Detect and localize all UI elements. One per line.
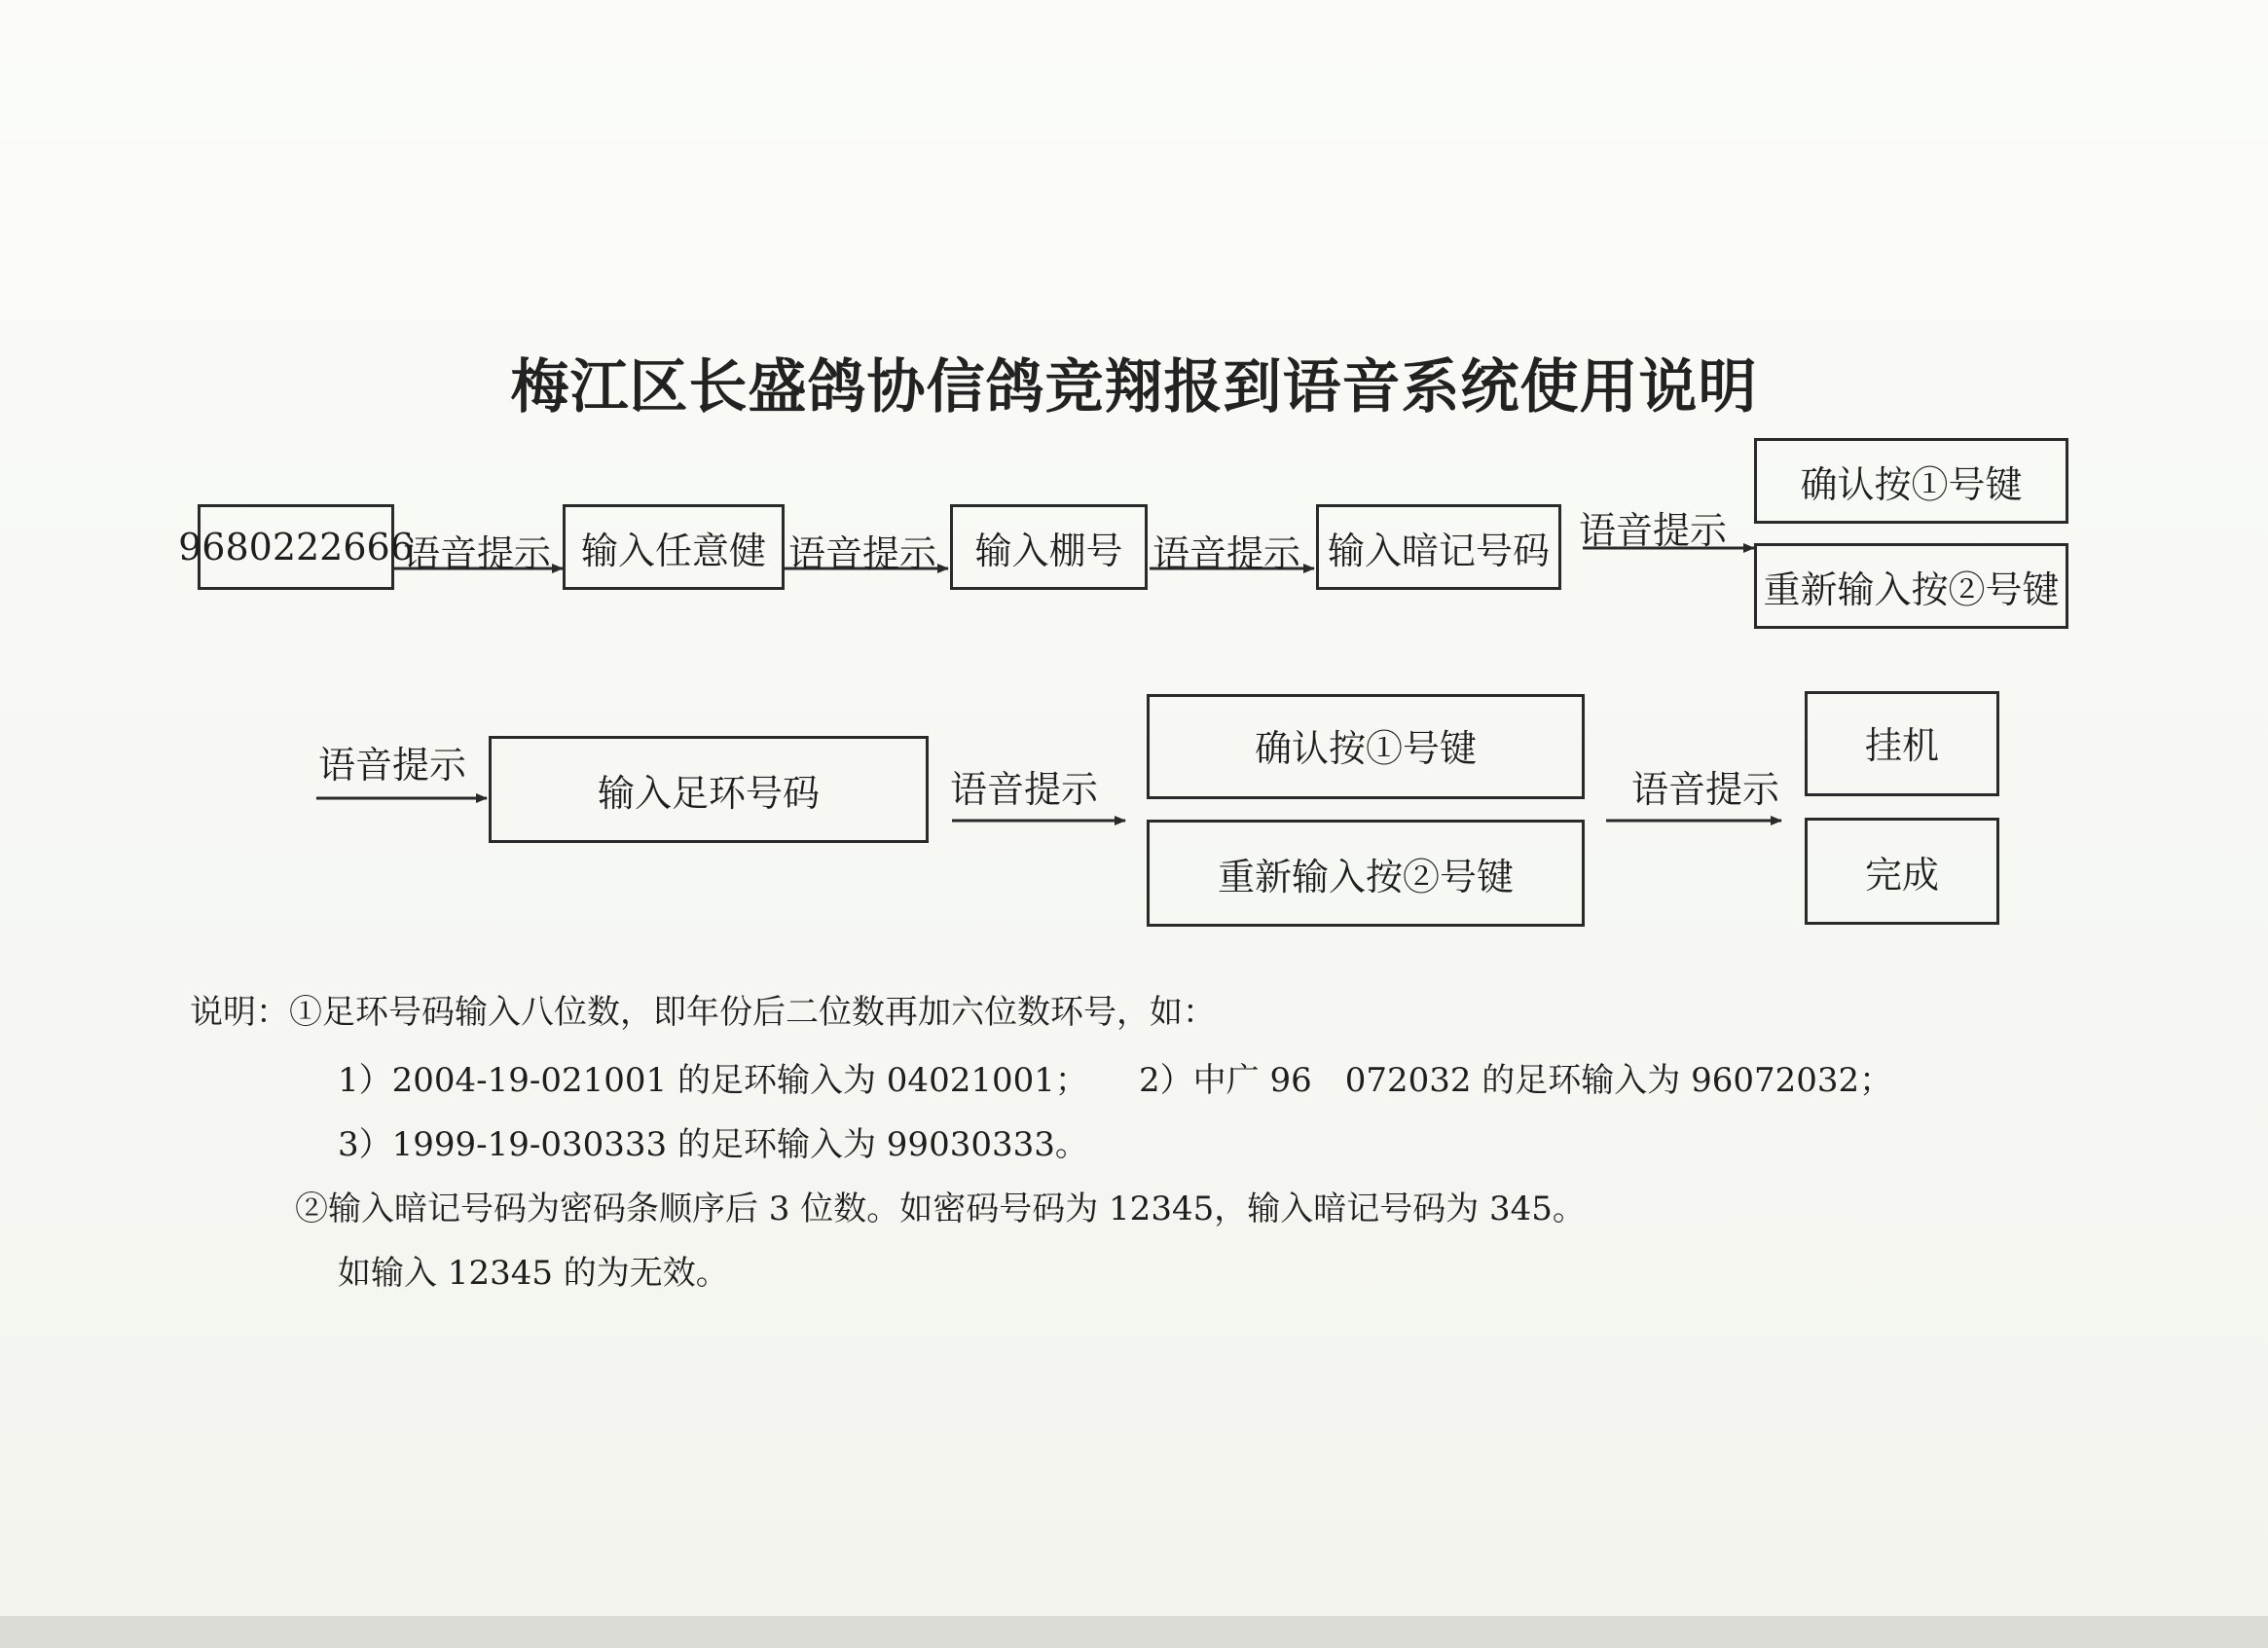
note-line-1: 说明：①足环号码输入八位数，即年份后二位数再加六位数环号，如： — [190, 993, 1216, 1032]
box-confirm-key-1: 确认按①号键 — [1754, 438, 2068, 524]
box-input-loft-number: 输入棚号 — [950, 504, 1148, 590]
box-hang-up: 挂机 — [1805, 691, 1999, 796]
label-voice-prompt-7: 语音提示 — [1631, 768, 1780, 811]
note-example-2: 2）中广 96 072032 的足环输入为 96072032； — [1139, 1061, 1893, 1100]
label-voice-prompt-3: 语音提示 — [1152, 532, 1301, 575]
page-title: 梅江区长盛鸽协信鸽竞翔报到语音系统使用说明 — [510, 353, 1758, 421]
note-line-5: 如输入 12345 的为无效。 — [338, 1254, 729, 1293]
box-input-ring-number: 输入足环号码 — [489, 736, 929, 843]
note-example-1: 1）2004-19-021001 的足环输入为 04021001； — [338, 1061, 1088, 1100]
box-phone-number: 9680222666 — [198, 504, 394, 590]
label-voice-prompt-2: 语音提示 — [788, 532, 937, 575]
label-voice-prompt-4: 语音提示 — [1579, 509, 1728, 552]
box-complete: 完成 — [1805, 818, 1999, 925]
box-reenter-key-2-row2: 重新输入按②号键 — [1147, 820, 1585, 927]
label-voice-prompt-5: 语音提示 — [318, 744, 467, 787]
box-input-secret-code: 输入暗记号码 — [1316, 504, 1561, 590]
box-input-any-key: 输入任意健 — [563, 504, 785, 590]
label-voice-prompt-1: 语音提示 — [403, 532, 552, 575]
box-reenter-key-2: 重新输入按②号键 — [1754, 543, 2068, 629]
note-example-3: 3）1999-19-030333 的足环输入为 99030333。 — [338, 1125, 1088, 1164]
label-voice-prompt-6: 语音提示 — [950, 768, 1099, 811]
note-line-4: ②输入暗记号码为密码条顺序后 3 位数。如密码号码为 12345，输入暗记号码为 345。 — [295, 1190, 1586, 1228]
box-confirm-key-1-row2: 确认按①号键 — [1147, 694, 1585, 799]
